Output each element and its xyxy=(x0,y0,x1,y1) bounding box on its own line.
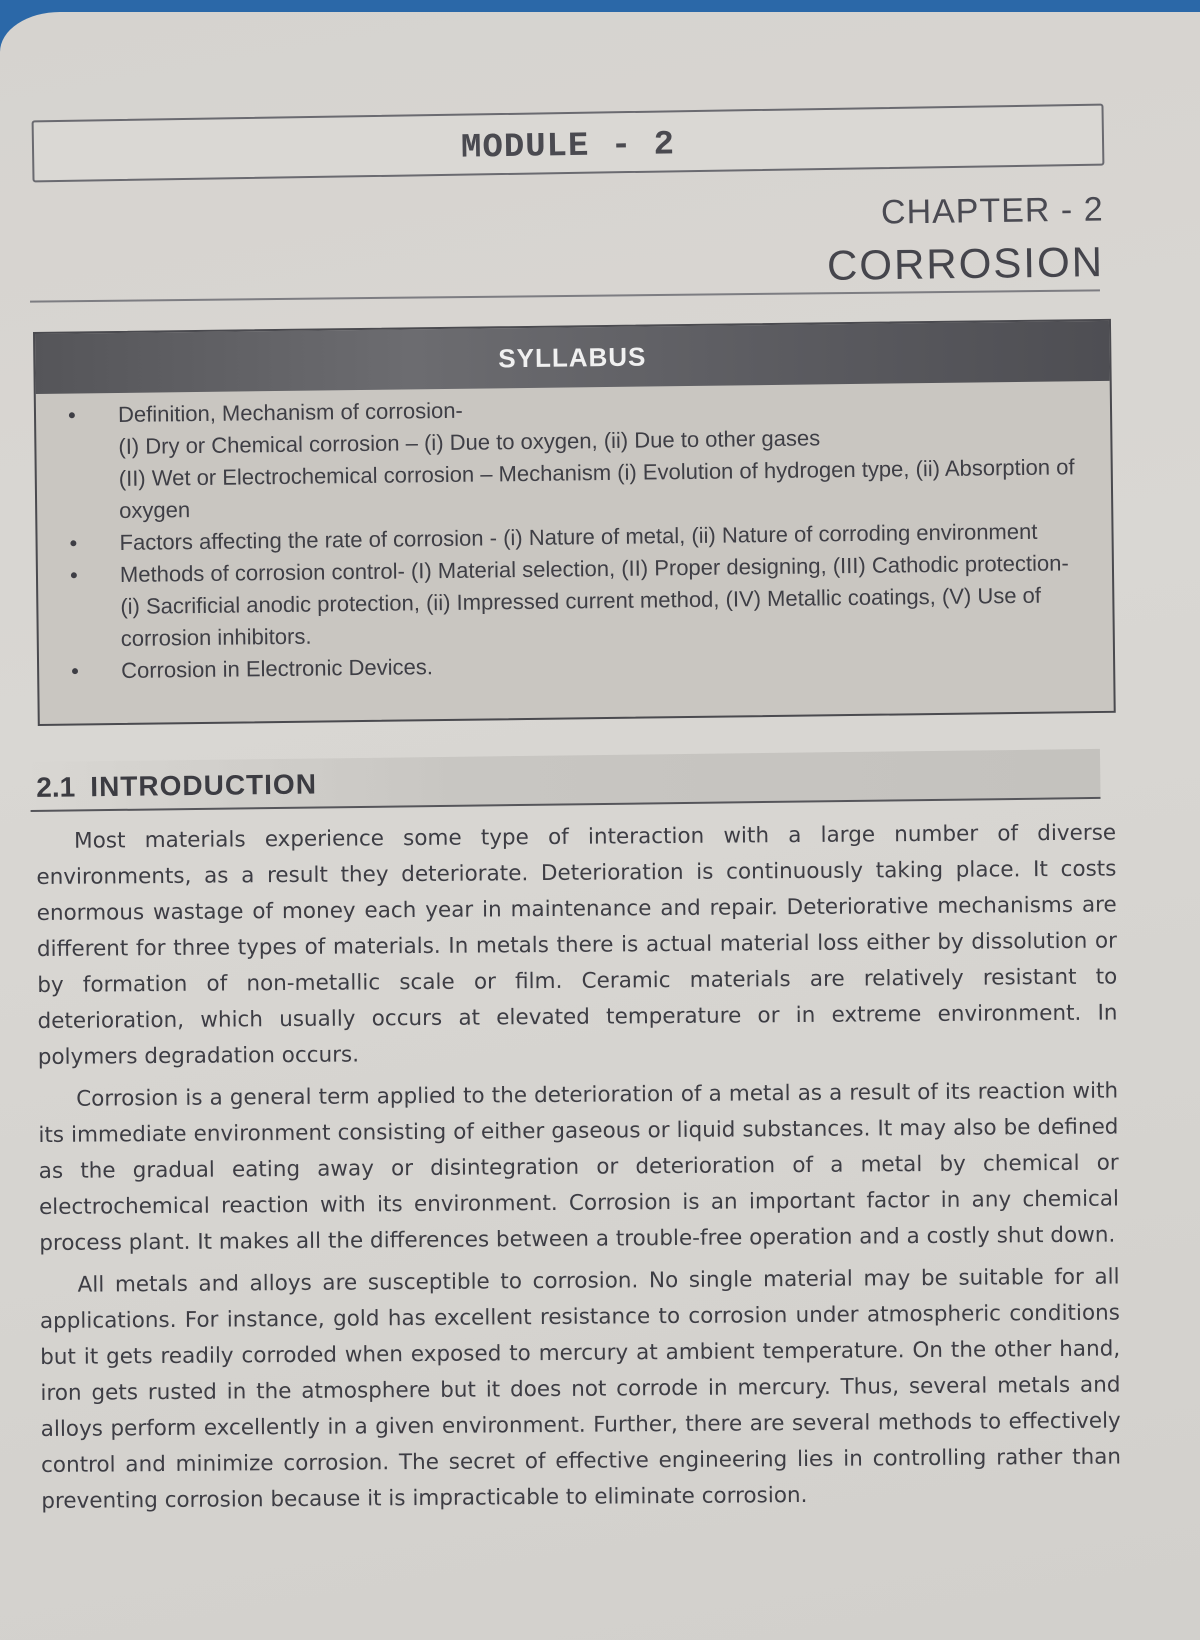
syllabus-line: (I) Dry or Chemical corrosion – (i) Due to oxygen, (ii) Due to other gases xyxy=(118,425,821,459)
section-number: 2.1 xyxy=(36,771,76,803)
chapter-label: CHAPTER - 2 xyxy=(881,190,1105,232)
section-heading xyxy=(30,749,1101,812)
syllabus-item xyxy=(69,547,1085,655)
bullet-icon: • xyxy=(67,402,76,428)
module-title: MODULE - 2 xyxy=(460,126,676,168)
paragraph: All metals and alloys are susceptible to corrosion. No single material may be suitable for all applications. For instance, gold has excellent resistance to corrosion under atmospheric conditions but it gets readily corroded when exposed to mercury at ambient temperature. On the other hand, iron gets rusted in the atmosphere but it does not corrode in mercury. Thus, several metals and alloys perform excellently in a given environment. Further, there are several methods to effectively control and minimize corrosion. The secret of effective engineering lies in controlling rather than preventing corrosion because it is impracticable to eliminate corrosion. xyxy=(39,1264,1122,1514)
syllabus-line: Factors affecting the rate of corrosion - (i) Nature of metal, (ii) Nature of corroding environment xyxy=(119,518,1038,555)
syllabus-line: Definition, Mechanism of corrosion- xyxy=(117,397,463,427)
syllabus-title: SYLLABUS xyxy=(498,341,647,374)
book-page xyxy=(0,12,1200,1640)
bullet-icon: • xyxy=(70,658,80,684)
body-text xyxy=(36,816,1121,1526)
module-banner xyxy=(32,104,1105,183)
syllabus-box xyxy=(33,319,1116,726)
bullet-icon: • xyxy=(69,562,78,588)
chapter-divider xyxy=(30,289,1100,302)
paragraph: Corrosion is a general term applied to the deterioration of a metal as a result of its reaction with its immediate environment consisting of either gaseous or liquid substances. It may also be defined as the gradual eating away or disintegration or deterioration of a metal by chemical or electrochemical reaction with its environment. Corrosion is an important factor in any chemical process plant. It makes all the differences between a trouble-free operation and a costly shut down. xyxy=(38,1078,1120,1256)
syllabus-list xyxy=(36,381,1114,688)
section-title: INTRODUCTION xyxy=(90,768,318,803)
bullet-icon: • xyxy=(69,530,78,556)
syllabus-line: (II) Wet or Electrochemical corrosion – Mechanism (i) Evolution of hydrogen type, (ii) Absorption of oxygen xyxy=(118,454,1075,523)
syllabus-line: Corrosion in Electronic Devices. xyxy=(120,654,434,683)
paragraph: Most materials experience some type of interaction with a large number of diverse environments, as a result they deteriorate. Deterioration is continuously taking place. It costs enormous wastage of money each year in maintenance and repair. Deteriorative mechanisms are different for three types of materials. In metals there is actual material loss either by dissolution or by formation of non-metallic scale or film. Ceramic materials are relatively resistant to deterioration, which usually occurs at elevated temperature or in extreme environment. In polymers degradation occurs. xyxy=(36,820,1118,1070)
syllabus-line: Methods of corrosion control- (I) Material selection, (II) Proper designing, (III) Cathodic protection- (i) Sacrificial anodic protection, (ii) Impressed current method, (IV) Metallic coatings, (V) Use of corrosion inhibitors. xyxy=(119,550,1069,651)
syllabus-item xyxy=(67,387,1083,527)
chapter-title: CORROSION xyxy=(826,238,1105,289)
